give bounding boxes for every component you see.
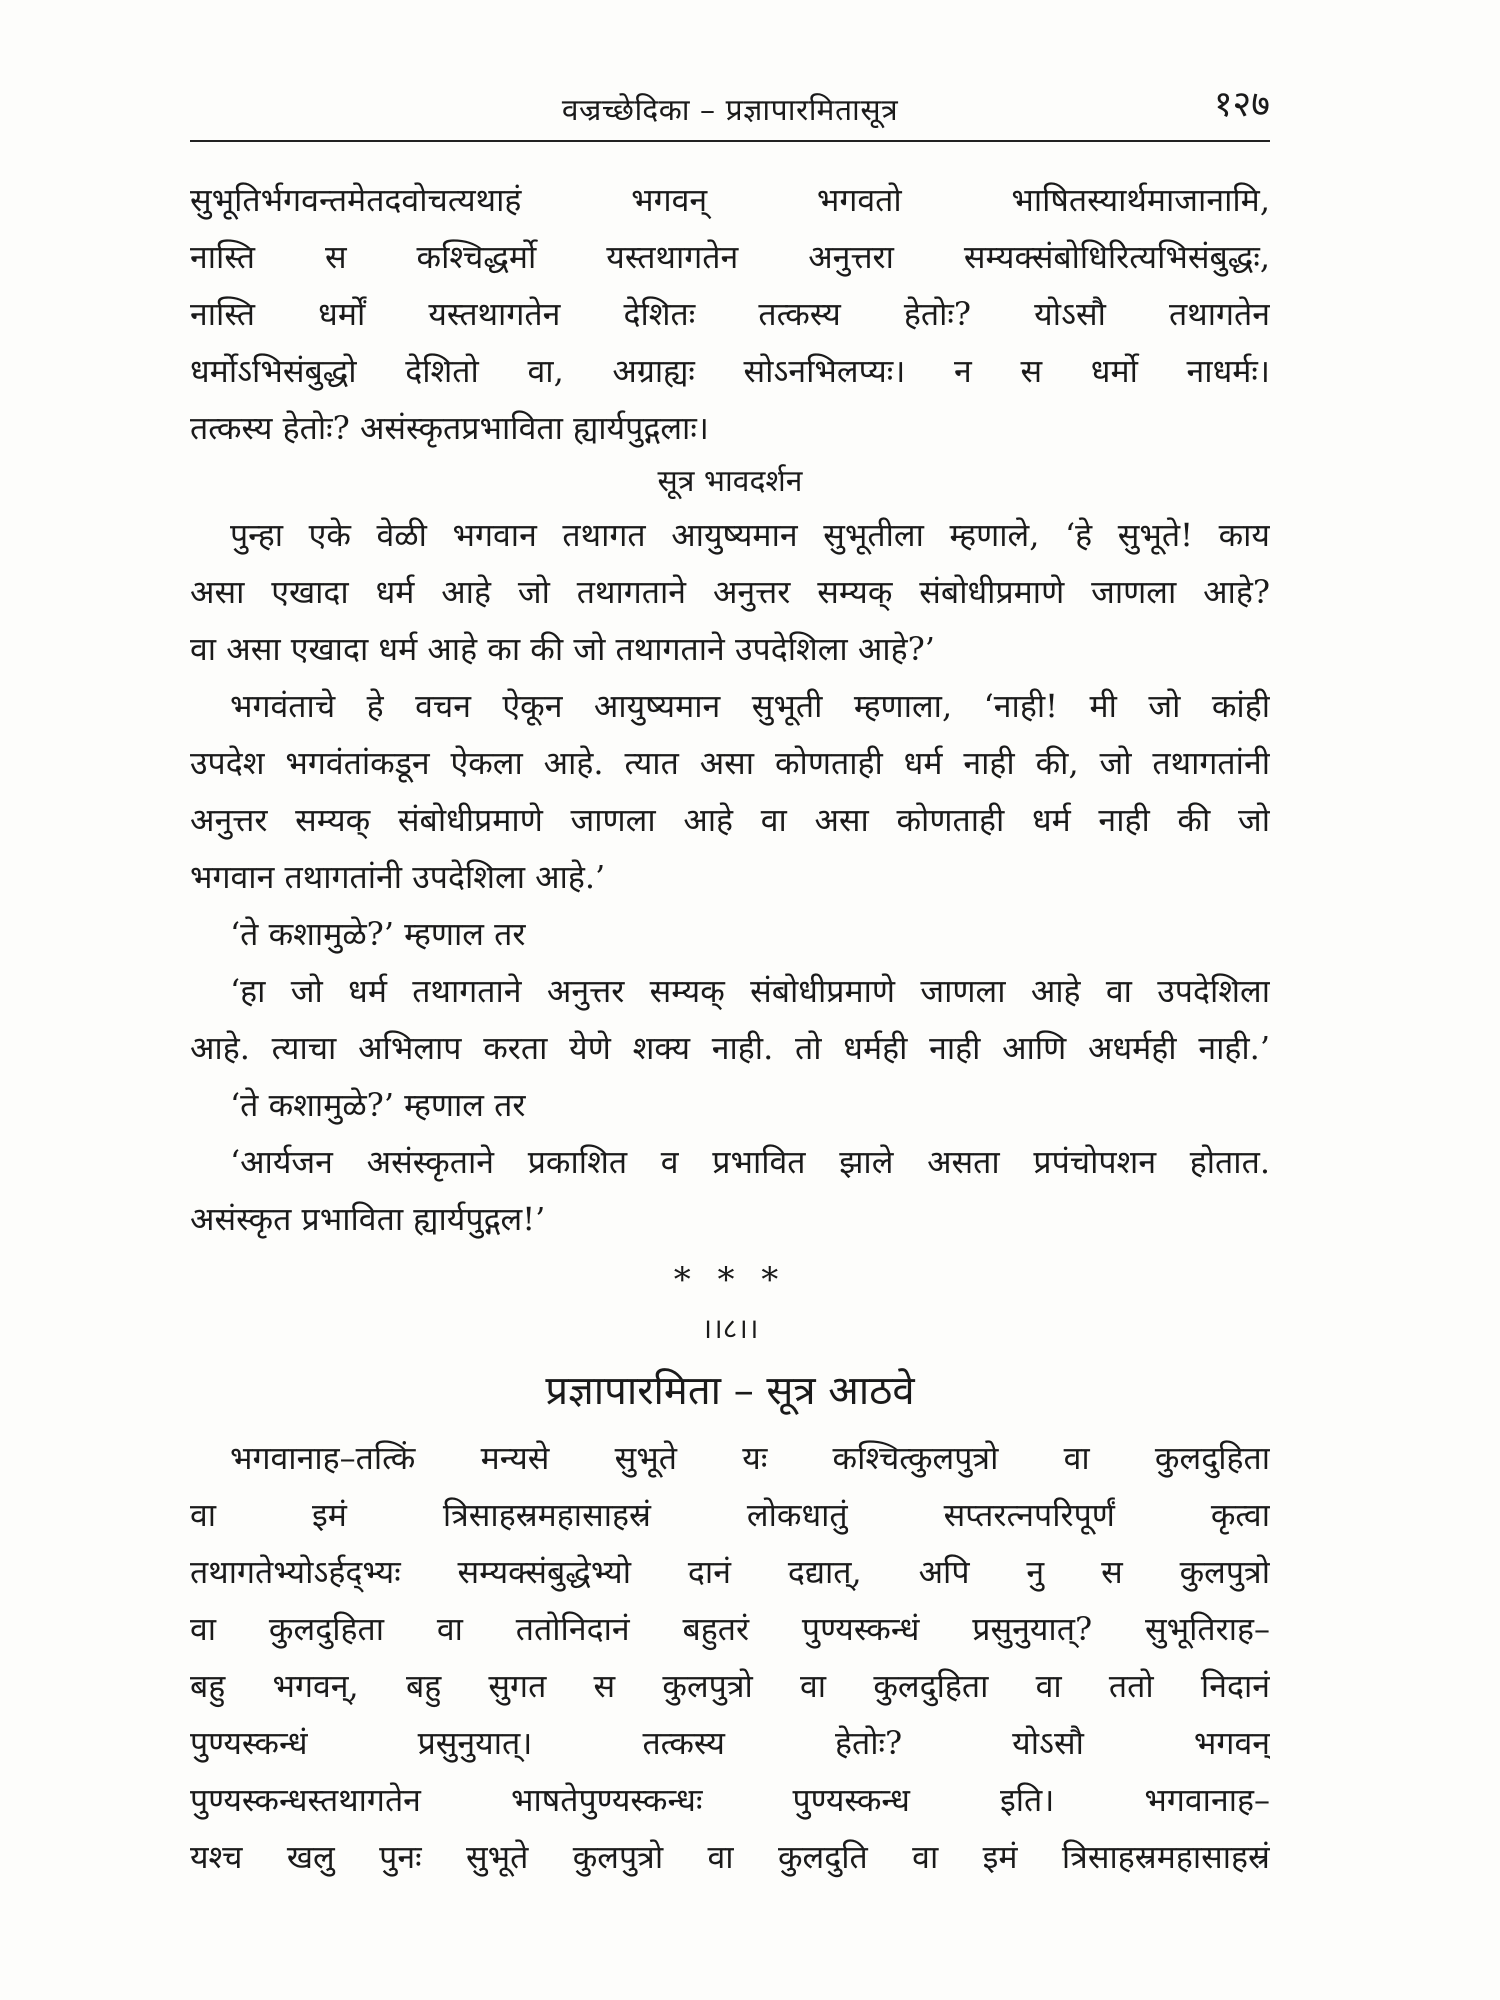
- sanskrit-line: तत्कस्य हेतोः? असंस्कृतप्रभाविता ह्यार्यपुद्गलाः।: [190, 409, 709, 447]
- sanskrit-line: वा कुलदुहिता वा ततोनिदानं बहुतरं पुण्यस्कन्धं प्रसुनुयात्? सुभूतिराह–: [190, 1610, 1270, 1648]
- marathi-line: अनुत्तर सम्यक् संबोधीप्रमाणे जाणला आहे वा असा कोणताही धर्म नाही की जो: [190, 801, 1270, 839]
- sanskrit-line: भगवानाह–तत्किं मन्यसे सुभूते यः कश्चित्कुलपुत्रो वा कुलदुहिता: [230, 1439, 1270, 1477]
- sanskrit-line: वा इमं त्रिसाहस्रमहासाहस्रं लोकधातुं सप्तरत्नपरिपूर्णं कृत्वा: [190, 1496, 1270, 1534]
- sanskrit-line: पुण्यस्कन्धं प्रसुनुयात्। तत्कस्य हेतोः? योऽसौ भगवन्: [190, 1724, 1270, 1762]
- marathi-line: ‘ते कशामुळे?’ म्हणाल तर: [230, 915, 526, 953]
- sanskrit-passage-1: [190, 172, 1270, 457]
- marathi-commentary: [190, 507, 1270, 1248]
- marathi-line: पुन्हा एके वेळी भगवान तथागत आयुष्यमान सुभूतीला म्हणाले, ‘हे सुभूते! काय: [230, 516, 1270, 554]
- sanskrit-line: पुण्यस्कन्धस्तथागतेन भाषतेपुण्यस्कन्धः पुण्यस्कन्ध इति। भगवानाह–: [190, 1781, 1270, 1819]
- marathi-line: भगवंताचे हे वचन ऐकून आयुष्यमान सुभूती म्हणाला, ‘नाही! मी जो कांही: [230, 687, 1270, 725]
- header-rule: [190, 140, 1270, 142]
- page-header: [190, 78, 1270, 130]
- marathi-line: ‘हा जो धर्म तथागताने अनुत्तर सम्यक् संबोधीप्रमाणे जाणला आहे वा उपदेशिला: [230, 972, 1270, 1010]
- chapter-title: प्रज्ञापारमिता – सूत्र आठवे: [545, 1368, 915, 1414]
- marathi-line: ‘आर्यजन असंस्कृताने प्रकाशित व प्रभावित झाले असता प्रपंचोपशन होतात.: [230, 1143, 1270, 1181]
- marathi-line: असा एखादा धर्म आहे जो तथागताने अनुत्तर सम्यक् संबोधीप्रमाणे जाणला आहे?: [190, 573, 1270, 611]
- marathi-line: ‘ते कशामुळे?’ म्हणाल तर: [230, 1086, 526, 1124]
- sanskrit-line: धर्मोऽभिसंबुद्धो देशितो वा, अग्राह्यः सोऽनभिलप्यः। न स धर्मो नाधर्मः।: [190, 352, 1270, 390]
- marathi-line: उपदेश भगवंतांकडून ऐकला आहे. त्यात असा कोणताही धर्म नाही की, जो तथागतांनी: [190, 744, 1270, 782]
- marathi-line: भगवान तथागतांनी उपदेशिला आहे.’: [190, 858, 606, 896]
- running-title: वज्रच्छेदिका – प्रज्ञापारमितासूत्र: [561, 93, 899, 128]
- sanskrit-line: सुभूतिर्भगवन्तमेतदवोचत्यथाहं भगवन् भगवतो भाषितस्यार्थमाजानामि,: [190, 181, 1270, 219]
- sutra-subheading: सूत्र भावदर्शन: [657, 464, 803, 499]
- sanskrit-line: यश्च खलु पुनः सुभूते कुलपुत्रो वा कुलदुति वा इमं त्रिसाहस्रमहासाहस्रं: [190, 1838, 1270, 1876]
- sanskrit-line: नास्ति स कश्चिद्धर्मो यस्तथागतेन अनुत्तरा सम्यक्संबोधिरित्यभिसंबुद्धः,: [190, 238, 1270, 276]
- page-body: [190, 172, 1270, 1886]
- marathi-line: असंस्कृत प्रभाविता ह्यार्यपुद्गल!’: [190, 1200, 546, 1238]
- marathi-line: आहे. त्याचा अभिलाप करता येणे शक्य नाही. तो धर्मही नाही आणि अधर्मही नाही.’: [190, 1029, 1270, 1067]
- sanskrit-line: बहु भगवन्, बहु सुगत स कुलपुत्रो वा कुलदुहिता वा ततो निदानं: [190, 1667, 1270, 1705]
- section-number: ।।८।।: [701, 1312, 759, 1345]
- section-separator: * * *: [673, 1260, 787, 1300]
- sanskrit-line: तथागतेभ्योऽर्हद्भ्यः सम्यक्संबुद्धेभ्यो दानं दद्यात्, अपि नु स कुलपुत्रो: [190, 1553, 1270, 1591]
- marathi-line: वा असा एखादा धर्म आहे का की जो तथागताने उपदेशिला आहे?’: [190, 630, 935, 668]
- sanskrit-passage-2: [190, 1430, 1270, 1886]
- sanskrit-line: नास्ति धर्मों यस्तथागतेन देशितः तत्कस्य हेतोः? योऽसौ तथागतेन: [190, 295, 1270, 333]
- page-number: १२७: [1213, 84, 1270, 125]
